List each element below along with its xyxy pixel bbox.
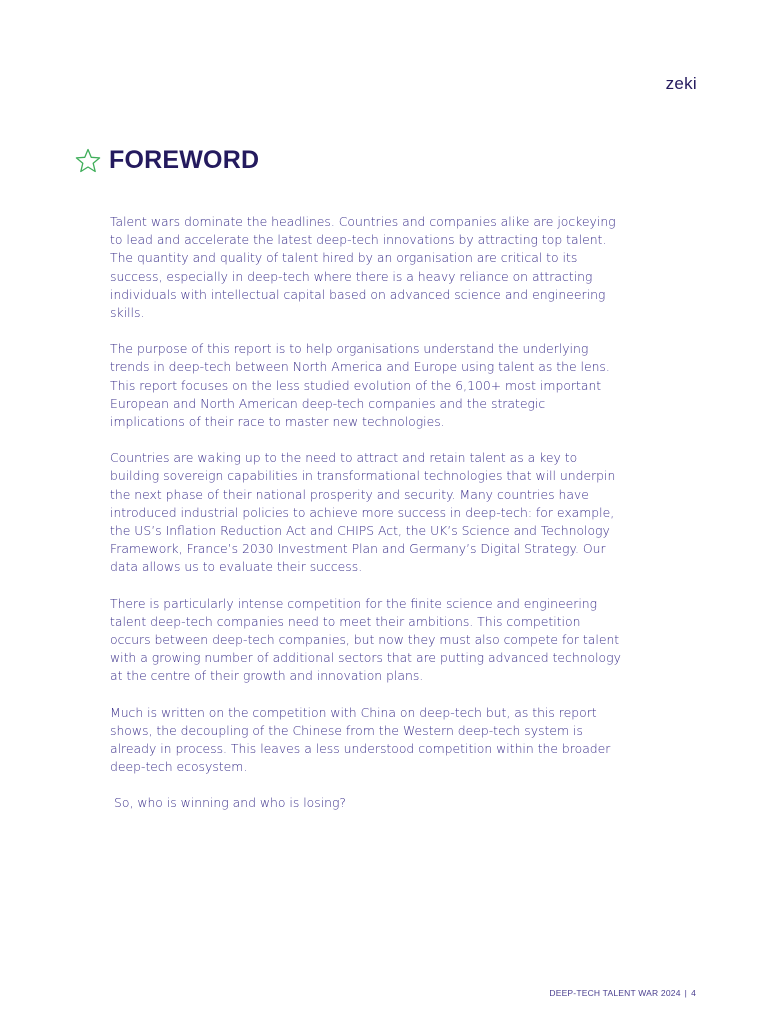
paragraph: Countries are waking up to the need to attract and retain talent as a key to building sovereign capabilities in transformational technologies that will underpin the next phase of their national prosperity and security. Many countries have introduced industrial policies to achieve more success in deep-tech: for example, the US’s Inflation Reduction Act and CHIPS Act, the UK’s Science and Technology Framework, France’s 2030 Investment Plan and Germany’s Digital Strategy. Our data allows us to evaluate their success. [110,450,616,575]
paragraph: Much is written on the competition with China on deep-tech but, as this report shows, the decoupling of the Chinese from the Western deep-tech system is already in process. This leaves a less understood competition within the broader deep-tech ecosystem. [110,704,611,775]
page-number: 4 [691,988,696,998]
footer-separator: | [684,988,688,998]
foreword-body [110,213,622,831]
section-heading [74,146,259,175]
page-title: FOREWORD [109,146,260,174]
report-title: DEEP-TECH TALENT WAR 2024 [549,988,681,998]
star-outline-icon [74,147,102,175]
zeki-logo: zeki [665,74,697,93]
closing-question: So, who is winning and who is losing? [114,795,346,811]
paragraph: The purpose of this report is to help organisations understand the underlying trends in deep-tech between North America and Europe using talent as the lens. This report focuses on the less studied evolution of the 6,100+ most important European and North American deep-tech companies and the strategic implications of their race to master new technologies. [110,341,610,430]
page-footer [549,988,696,998]
paragraph: Talent wars dominate the headlines. Countries and companies alike are jockeying to lead and accelerate the latest deep-tech innovations by attracting top talent. The quantity and quality of talent hired by an organisation are critical to its success, especially in deep-tech where there is a heavy reliance on attracting individuals with intellectual capital based on advanced science and engineering skills. [110,214,616,321]
paragraph: There is particularly intense competition for the finite science and engineering talent deep-tech companies need to meet their ambitions. This competition occurs between deep-tech companies, but now they must also compete for talent with a growing number of additional sectors that are putting advanced technology at the centre of their growth and innovation plans. [110,595,621,684]
